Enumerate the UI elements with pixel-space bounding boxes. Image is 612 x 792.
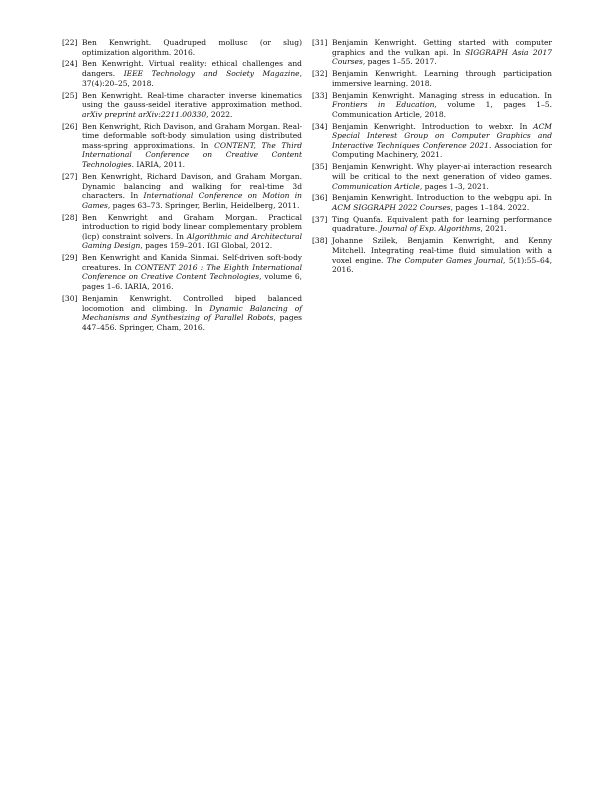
- reference-entry: [312, 69, 552, 88]
- reference-venue: ACM Special Interest Group on Computer Graphics and Interactive Techniques Conference 2021: [332, 121, 552, 150]
- reference-text: Benjamin Kenwright. Introduction to the webgpu api. In: [332, 193, 552, 203]
- reference-text: , 5(1):55–64, 2016.: [332, 255, 552, 275]
- reference-number: [36]: [312, 193, 328, 203]
- reference-entry: [62, 38, 302, 57]
- reference-venue: Frontiers in Education: [332, 100, 435, 110]
- reference-entry: [312, 193, 552, 212]
- references-left-column: [62, 38, 302, 335]
- reference-venue: International Conference on Motion in Games: [82, 191, 303, 210]
- reference-entry: [312, 215, 552, 234]
- reference-text: Benjamin Kenwright. Managing stress in education. In: [332, 90, 552, 100]
- reference-venue: ACM SIGGRAPH 2022 Courses: [332, 202, 451, 212]
- reference-venue: Journal of Exp. Algorithms: [379, 224, 481, 234]
- reference-number: [25]: [62, 90, 78, 100]
- reference-entry: [312, 91, 552, 120]
- reference-text: Benjamin Kenwright. Getting started with computer graphics and the vulkan api. In: [332, 38, 552, 57]
- reference-text: , pages 447–456. Springer, Cham, 2016.: [82, 313, 302, 332]
- reference-venue: Algorithmic and Architectural Gaming Design: [82, 231, 302, 251]
- reference-venue: Communication Article: [332, 181, 420, 191]
- reference-number: [38]: [312, 236, 328, 246]
- reference-entry: [62, 253, 302, 291]
- reference-number: [26]: [62, 121, 78, 131]
- reference-text: Ben Kenwright. Virtual reality: ethical challenges and dangers.: [82, 59, 302, 79]
- reference-entry: [62, 122, 302, 170]
- reference-entry: [62, 91, 302, 120]
- reference-number: [27]: [62, 171, 78, 181]
- reference-text: , pages 63–73. Springer, Berlin, Heidelberg, 2011.: [107, 200, 300, 210]
- reference-venue: CONTENT, The Third International Conference on Creative Content Technologies: [82, 140, 303, 170]
- reference-text: Benjamin Kenwright. Controlled biped balanced locomotion and climbing. In: [82, 293, 302, 313]
- reference-text: Benjamin Kenwright. Learning through participation immersive learning. 2018.: [332, 69, 552, 88]
- reference-number: [30]: [62, 293, 78, 303]
- reference-entry: [62, 172, 302, 210]
- reference-text: , pages 1–55. 2017.: [362, 57, 437, 67]
- reference-venue: arXiv preprint arXiv:2211.00330: [82, 109, 207, 119]
- reference-venue: Dynamic Balancing of Mechanisms and Synthesizing of Parallel Robots: [82, 303, 302, 323]
- reference-venue: CONTENT 2016 : The Eighth International Conference on Creative Content Technologies: [82, 262, 302, 282]
- reference-entry: [62, 59, 302, 88]
- references-right-column: [312, 38, 552, 277]
- reference-entry: [312, 162, 552, 191]
- reference-text: Johanne Szilek, Benjamin Kenwright, and Kenny Mitchell. Integrating real-time fluid simulation with a voxel engine.: [332, 236, 552, 265]
- reference-number: [29]: [62, 253, 78, 263]
- reference-number: [31]: [312, 38, 328, 47]
- reference-text: , pages 1–3, 2021.: [419, 181, 489, 191]
- reference-text: , 37(4):20–25, 2018.: [82, 69, 302, 88]
- reference-text: , volume 1, pages 1–5. Communication Article, 2018.: [332, 100, 552, 119]
- reference-text: . Association for Computing Machinery, 2021.: [332, 140, 552, 160]
- reference-number: [22]: [62, 38, 78, 47]
- reference-text: Ben Kenwright, Rich Davison, and Graham Morgan. Real-time deformable soft-body simulation using distributed mass-spring approximations. In: [82, 121, 302, 150]
- reference-entry: [312, 122, 552, 160]
- reference-text: Ben Kenwright, Richard Davison, and Graham Morgan. Dynamic balancing and walking for real-time 3d characters. In: [82, 171, 302, 201]
- reference-text: Ben Kenwright and Graham Morgan. Practical introduction to rigid body linear complementary problem (lcp) constraint solvers. In: [82, 212, 302, 241]
- reference-number: [32]: [312, 69, 328, 79]
- reference-text: , pages 1–184. 2022.: [450, 202, 530, 212]
- reference-text: Benjamin Kenwright. Why player-ai interaction research will be critical to the next generation of video games.: [332, 162, 552, 181]
- reference-text: , pages 159–201. IGI Global, 2012.: [140, 241, 273, 251]
- reference-text: Ben Kenwright. Real-time character inverse kinematics using the gauss-seidel iterative approximation method.: [82, 90, 302, 110]
- reference-text: , volume 6, pages 1–6. IARIA, 2016.: [82, 272, 302, 292]
- reference-entry: [62, 213, 302, 251]
- reference-text: Benjamin Kenwright. Introduction to webxr. In: [332, 121, 534, 131]
- reference-entry: [312, 236, 552, 274]
- reference-venue: SIGGRAPH Asia 2017 Courses: [332, 47, 552, 67]
- reference-number: [37]: [312, 214, 328, 224]
- reference-text: . IARIA, 2011.: [131, 160, 186, 170]
- reference-number: [35]: [312, 162, 328, 172]
- reference-entry: [312, 38, 552, 67]
- reference-text: Ben Kenwright and Kanida Sinmai. Self-driven soft-body creatures. In: [82, 253, 302, 272]
- reference-text: , 2021.: [480, 224, 507, 234]
- reference-text: Ben Kenwright. Quadruped mollusc (or slug) optimization algorithm. 2016.: [82, 38, 302, 57]
- reference-number: [33]: [312, 90, 328, 100]
- reference-venue: The Computer Games Journal: [386, 255, 503, 265]
- reference-number: [34]: [312, 121, 328, 131]
- reference-entry: [62, 294, 302, 332]
- reference-number: [24]: [62, 59, 78, 69]
- reference-number: [28]: [62, 212, 78, 222]
- reference-venue: IEEE Technology and Society Magazine: [123, 69, 300, 79]
- reference-text: Ting Quanfa. Equivalent path for learning performance quadrature.: [332, 214, 552, 234]
- reference-text: , 2022.: [206, 109, 233, 119]
